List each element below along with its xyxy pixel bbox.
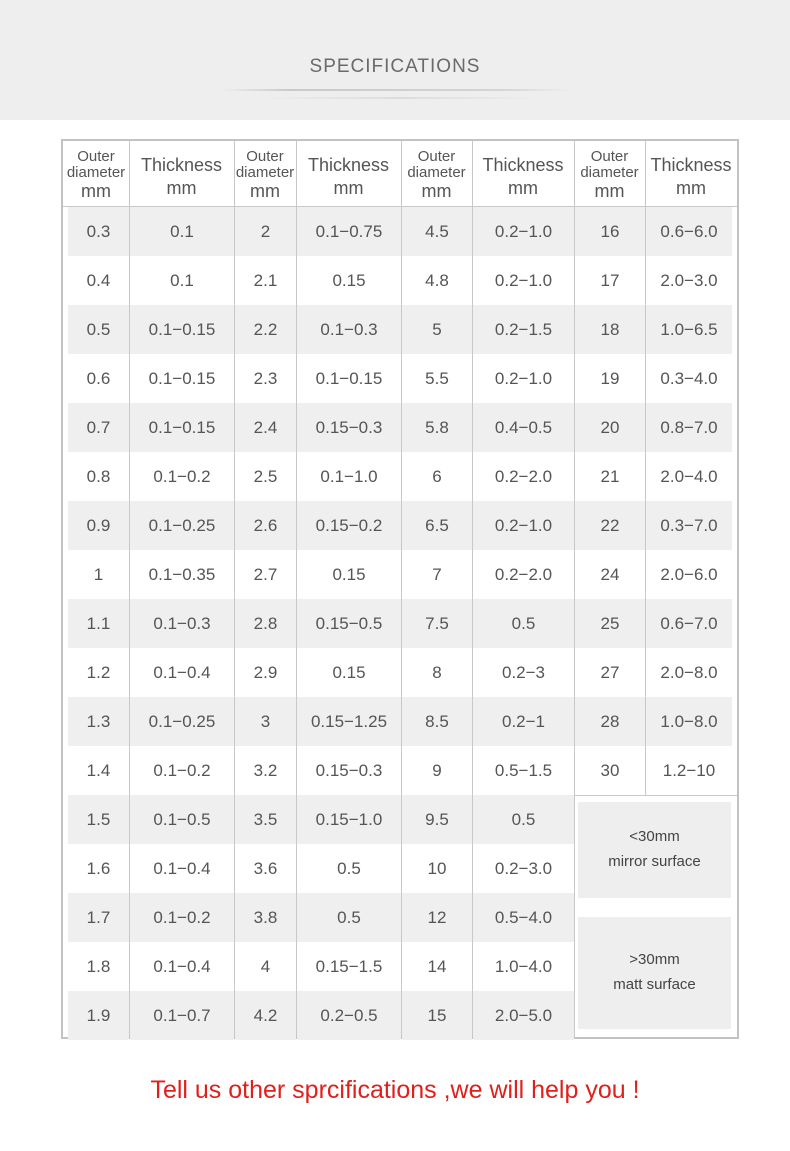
cell-thickness: 2.0−6.0: [660, 565, 718, 584]
cell-thickness: 0.6−6.0: [646, 207, 732, 256]
cell-thickness: 0.15−1.5: [315, 957, 383, 976]
header-label: mm: [250, 181, 280, 201]
cell-thickness: 0.1−0.2: [130, 893, 234, 942]
cell-outer-diameter: 30: [600, 761, 620, 780]
cell-thickness: 0.1−0.7: [130, 991, 234, 1040]
cell-outer-diameter: 21: [600, 467, 620, 486]
cell-thickness: 2.0−8.0: [660, 663, 718, 682]
cell-outer-diameter: 3: [235, 697, 296, 746]
header-outer-diameter: [63, 141, 129, 207]
header-label: mm: [676, 178, 706, 198]
cell-outer-diameter: 0.4: [86, 271, 111, 290]
cell-thickness: 0.1−0.15: [148, 369, 216, 388]
cell-thickness: 0.2−1.0: [473, 207, 574, 256]
header-label: diameter: [580, 164, 639, 181]
cell-outer-diameter: 2.1: [253, 271, 278, 290]
cell-thickness: 0.2−3: [501, 663, 545, 682]
cell-thickness: 0.4−0.5: [473, 403, 574, 452]
column-divider: [129, 141, 130, 1037]
cell-outer-diameter: 24: [600, 565, 620, 584]
cell-outer-diameter: 4.2: [235, 991, 296, 1040]
cell-thickness: 0.2−1.0: [494, 271, 553, 290]
cell-outer-diameter: 2.7: [253, 565, 278, 584]
header-thickness: [645, 141, 737, 207]
cell-outer-diameter: 1.3: [68, 697, 129, 746]
cell-outer-diameter: 2.4: [235, 403, 296, 452]
cell-thickness: 0.6−7.0: [646, 599, 732, 648]
cell-thickness: 0.2−1.5: [473, 305, 574, 354]
header-label: Outer: [590, 148, 629, 165]
cell-thickness: 1.0−6.5: [646, 305, 732, 354]
cell-thickness: 0.2−1: [473, 697, 574, 746]
cell-thickness: 0.2−2.0: [494, 467, 553, 486]
cell-outer-diameter: 16: [575, 207, 645, 256]
cell-outer-diameter: 8: [432, 663, 442, 682]
cell-outer-diameter: 9.5: [402, 795, 472, 844]
cell-outer-diameter: 1.1: [68, 599, 129, 648]
cell-outer-diameter: 1: [93, 565, 104, 584]
cell-outer-diameter: 2.9: [253, 663, 278, 682]
header-label: mm: [81, 181, 111, 201]
title-underline-secondary: [260, 97, 540, 99]
cell-thickness: 0.1−0.15: [130, 305, 234, 354]
cell-outer-diameter: 20: [575, 403, 645, 452]
header-label: mm: [166, 178, 197, 198]
cell-thickness: 0.5: [337, 859, 361, 878]
cell-thickness: 1.0−8.0: [646, 697, 732, 746]
cell-outer-diameter: 5.8: [402, 403, 472, 452]
cell-thickness: 0.1−0.25: [130, 697, 234, 746]
cell-outer-diameter: 2: [235, 207, 296, 256]
cell-thickness: 0.1−0.4: [153, 663, 211, 682]
cell-outer-diameter: 0.9: [68, 501, 129, 550]
cell-outer-diameter: 18: [575, 305, 645, 354]
header-label: Thickness: [140, 155, 223, 175]
note-matt-surface: [578, 917, 731, 1029]
cell-outer-diameter: 8.5: [402, 697, 472, 746]
cell-outer-diameter: 4.5: [402, 207, 472, 256]
header-label: Outer: [417, 148, 456, 165]
cell-thickness: 0.2−1.0: [473, 501, 574, 550]
cell-outer-diameter: 5: [402, 305, 472, 354]
cell-thickness: 0.1−0.4: [153, 859, 211, 878]
cell-outer-diameter: 9: [432, 761, 442, 780]
cell-thickness: 0.5−1.5: [494, 761, 553, 780]
cell-thickness: 0.15: [332, 565, 366, 584]
cell-thickness: 0.1−0.75: [297, 207, 401, 256]
cell-thickness: 0.2−3.0: [494, 859, 553, 878]
cell-outer-diameter: 25: [575, 599, 645, 648]
header-thickness: [296, 141, 401, 207]
note-mirror-surface: [578, 802, 731, 898]
header-divider: [63, 206, 737, 207]
cell-outer-diameter: 15: [402, 991, 472, 1040]
cell-outer-diameter: 3.6: [253, 859, 278, 878]
column-divider: [574, 141, 575, 1037]
cell-outer-diameter: 19: [600, 369, 620, 388]
cell-thickness: 1.2−10: [662, 761, 716, 780]
cell-outer-diameter: 1.9: [68, 991, 129, 1040]
cell-outer-diameter: 5.5: [425, 369, 449, 388]
header-label: mm: [594, 181, 625, 201]
header-label: Thickness: [650, 155, 732, 175]
cell-outer-diameter: 28: [575, 697, 645, 746]
column-divider: [472, 141, 473, 1037]
cell-thickness: 0.1−0.15: [130, 403, 234, 452]
cell-outer-diameter: 4: [260, 957, 271, 976]
header-label: Outer: [246, 148, 284, 165]
cell-thickness: 0.3−7.0: [646, 501, 732, 550]
header-thickness: [129, 141, 234, 207]
column-divider: [401, 141, 402, 1037]
table-header-row: [63, 141, 737, 207]
cell-thickness: 0.15−1.0: [297, 795, 401, 844]
header-label: mm: [333, 178, 364, 198]
cell-thickness: 0.1−0.4: [153, 957, 211, 976]
cell-thickness: 0.15: [332, 271, 366, 290]
cell-outer-diameter: 0.3: [68, 207, 129, 256]
title-underline: [220, 89, 570, 91]
cell-outer-diameter: 1.4: [86, 761, 111, 780]
header-label: Thickness: [482, 155, 564, 175]
header-outer-diameter: [574, 141, 645, 207]
cell-thickness: 0.1: [170, 271, 194, 290]
header-label: diameter: [235, 164, 295, 181]
header-label: Thickness: [307, 155, 390, 175]
cell-thickness: 0.15−1.25: [297, 697, 401, 746]
cell-outer-diameter: 1.5: [68, 795, 129, 844]
cell-thickness: 0.1: [130, 207, 234, 256]
cell-outer-diameter: 1.8: [86, 957, 111, 976]
cell-thickness: 0.15−0.3: [297, 403, 401, 452]
cell-outer-diameter: 14: [427, 957, 447, 976]
note-divider: [574, 795, 737, 796]
header-label: Outer: [77, 148, 115, 165]
cell-thickness: 0.1−0.3: [130, 599, 234, 648]
cell-thickness: 0.2−0.5: [297, 991, 401, 1040]
note-text: matt surface: [613, 976, 696, 993]
cell-thickness: 2.0−4.0: [660, 467, 718, 486]
header-outer-diameter: [401, 141, 472, 207]
cell-thickness: 0.1−0.2: [153, 761, 211, 780]
page-title: SPECIFICATIONS: [309, 56, 481, 77]
cell-outer-diameter: 3.8: [235, 893, 296, 942]
header-label: diameter: [407, 164, 466, 181]
cell-thickness: 0.1−0.5: [130, 795, 234, 844]
cell-thickness: 0.15−0.5: [297, 599, 401, 648]
cell-thickness: 0.2−2.0: [494, 565, 553, 584]
cell-outer-diameter: 1.7: [68, 893, 129, 942]
header-outer-diameter: [234, 141, 296, 207]
header-label: mm: [421, 181, 452, 201]
cell-outer-diameter: 0.6: [86, 369, 111, 388]
cell-outer-diameter: 2.8: [235, 599, 296, 648]
cell-outer-diameter: 2.2: [235, 305, 296, 354]
header-thickness: [472, 141, 574, 207]
cell-thickness: 0.1−0.25: [130, 501, 234, 550]
cell-thickness: 0.1−1.0: [320, 467, 378, 486]
cell-outer-diameter: 17: [600, 271, 620, 290]
cell-outer-diameter: 3.5: [235, 795, 296, 844]
header-label: diameter: [66, 164, 126, 181]
cell-outer-diameter: 0.8: [86, 467, 111, 486]
cell-thickness: 0.5−4.0: [473, 893, 574, 942]
cell-outer-diameter: 2.3: [253, 369, 278, 388]
cell-outer-diameter: 1.6: [86, 859, 111, 878]
cell-thickness: 1.0−4.0: [494, 957, 553, 976]
note-text: <30mm: [629, 828, 680, 845]
cell-thickness: 0.15: [332, 663, 366, 682]
cell-thickness: 2.0−5.0: [473, 991, 574, 1040]
cell-outer-diameter: 22: [575, 501, 645, 550]
column-divider: [645, 141, 646, 795]
cell-outer-diameter: 7.5: [402, 599, 472, 648]
cell-outer-diameter: 0.7: [68, 403, 129, 452]
cell-outer-diameter: 0.5: [68, 305, 129, 354]
cell-outer-diameter: 2.5: [253, 467, 278, 486]
cell-thickness: 0.15−0.3: [315, 761, 383, 780]
cell-outer-diameter: 6.5: [402, 501, 472, 550]
cell-thickness: 0.15−0.2: [297, 501, 401, 550]
note-text: >30mm: [629, 951, 680, 968]
cell-thickness: 0.5: [473, 795, 574, 844]
cell-outer-diameter: 10: [427, 859, 447, 878]
cell-outer-diameter: 7: [432, 565, 442, 584]
cell-thickness: 0.1−0.2: [153, 467, 211, 486]
cell-thickness: 2.0−3.0: [660, 271, 718, 290]
cell-outer-diameter: 2.6: [235, 501, 296, 550]
note-text: mirror surface: [608, 853, 701, 870]
cell-outer-diameter: 3.2: [253, 761, 278, 780]
column-divider: [234, 141, 235, 1037]
cell-thickness: 0.5: [297, 893, 401, 942]
cell-thickness: 0.5: [473, 599, 574, 648]
specifications-table: [61, 139, 739, 1039]
cell-thickness: 0.2−1.0: [494, 369, 553, 388]
cell-outer-diameter: 4.8: [425, 271, 449, 290]
cell-thickness: 0.1−0.35: [148, 565, 216, 584]
column-divider: [296, 141, 297, 1037]
cell-thickness: 0.1−0.15: [315, 369, 383, 388]
header-banner: [0, 0, 790, 120]
header-label: mm: [508, 178, 538, 198]
cell-thickness: 0.1−0.3: [297, 305, 401, 354]
cell-outer-diameter: 1.2: [86, 663, 111, 682]
cell-outer-diameter: 27: [600, 663, 620, 682]
contact-note: Tell us other sprcifications ,we will help you !: [150, 1076, 640, 1104]
cell-outer-diameter: 6: [432, 467, 442, 486]
cell-outer-diameter: 12: [402, 893, 472, 942]
cell-thickness: 0.3−4.0: [660, 369, 718, 388]
cell-thickness: 0.8−7.0: [646, 403, 732, 452]
